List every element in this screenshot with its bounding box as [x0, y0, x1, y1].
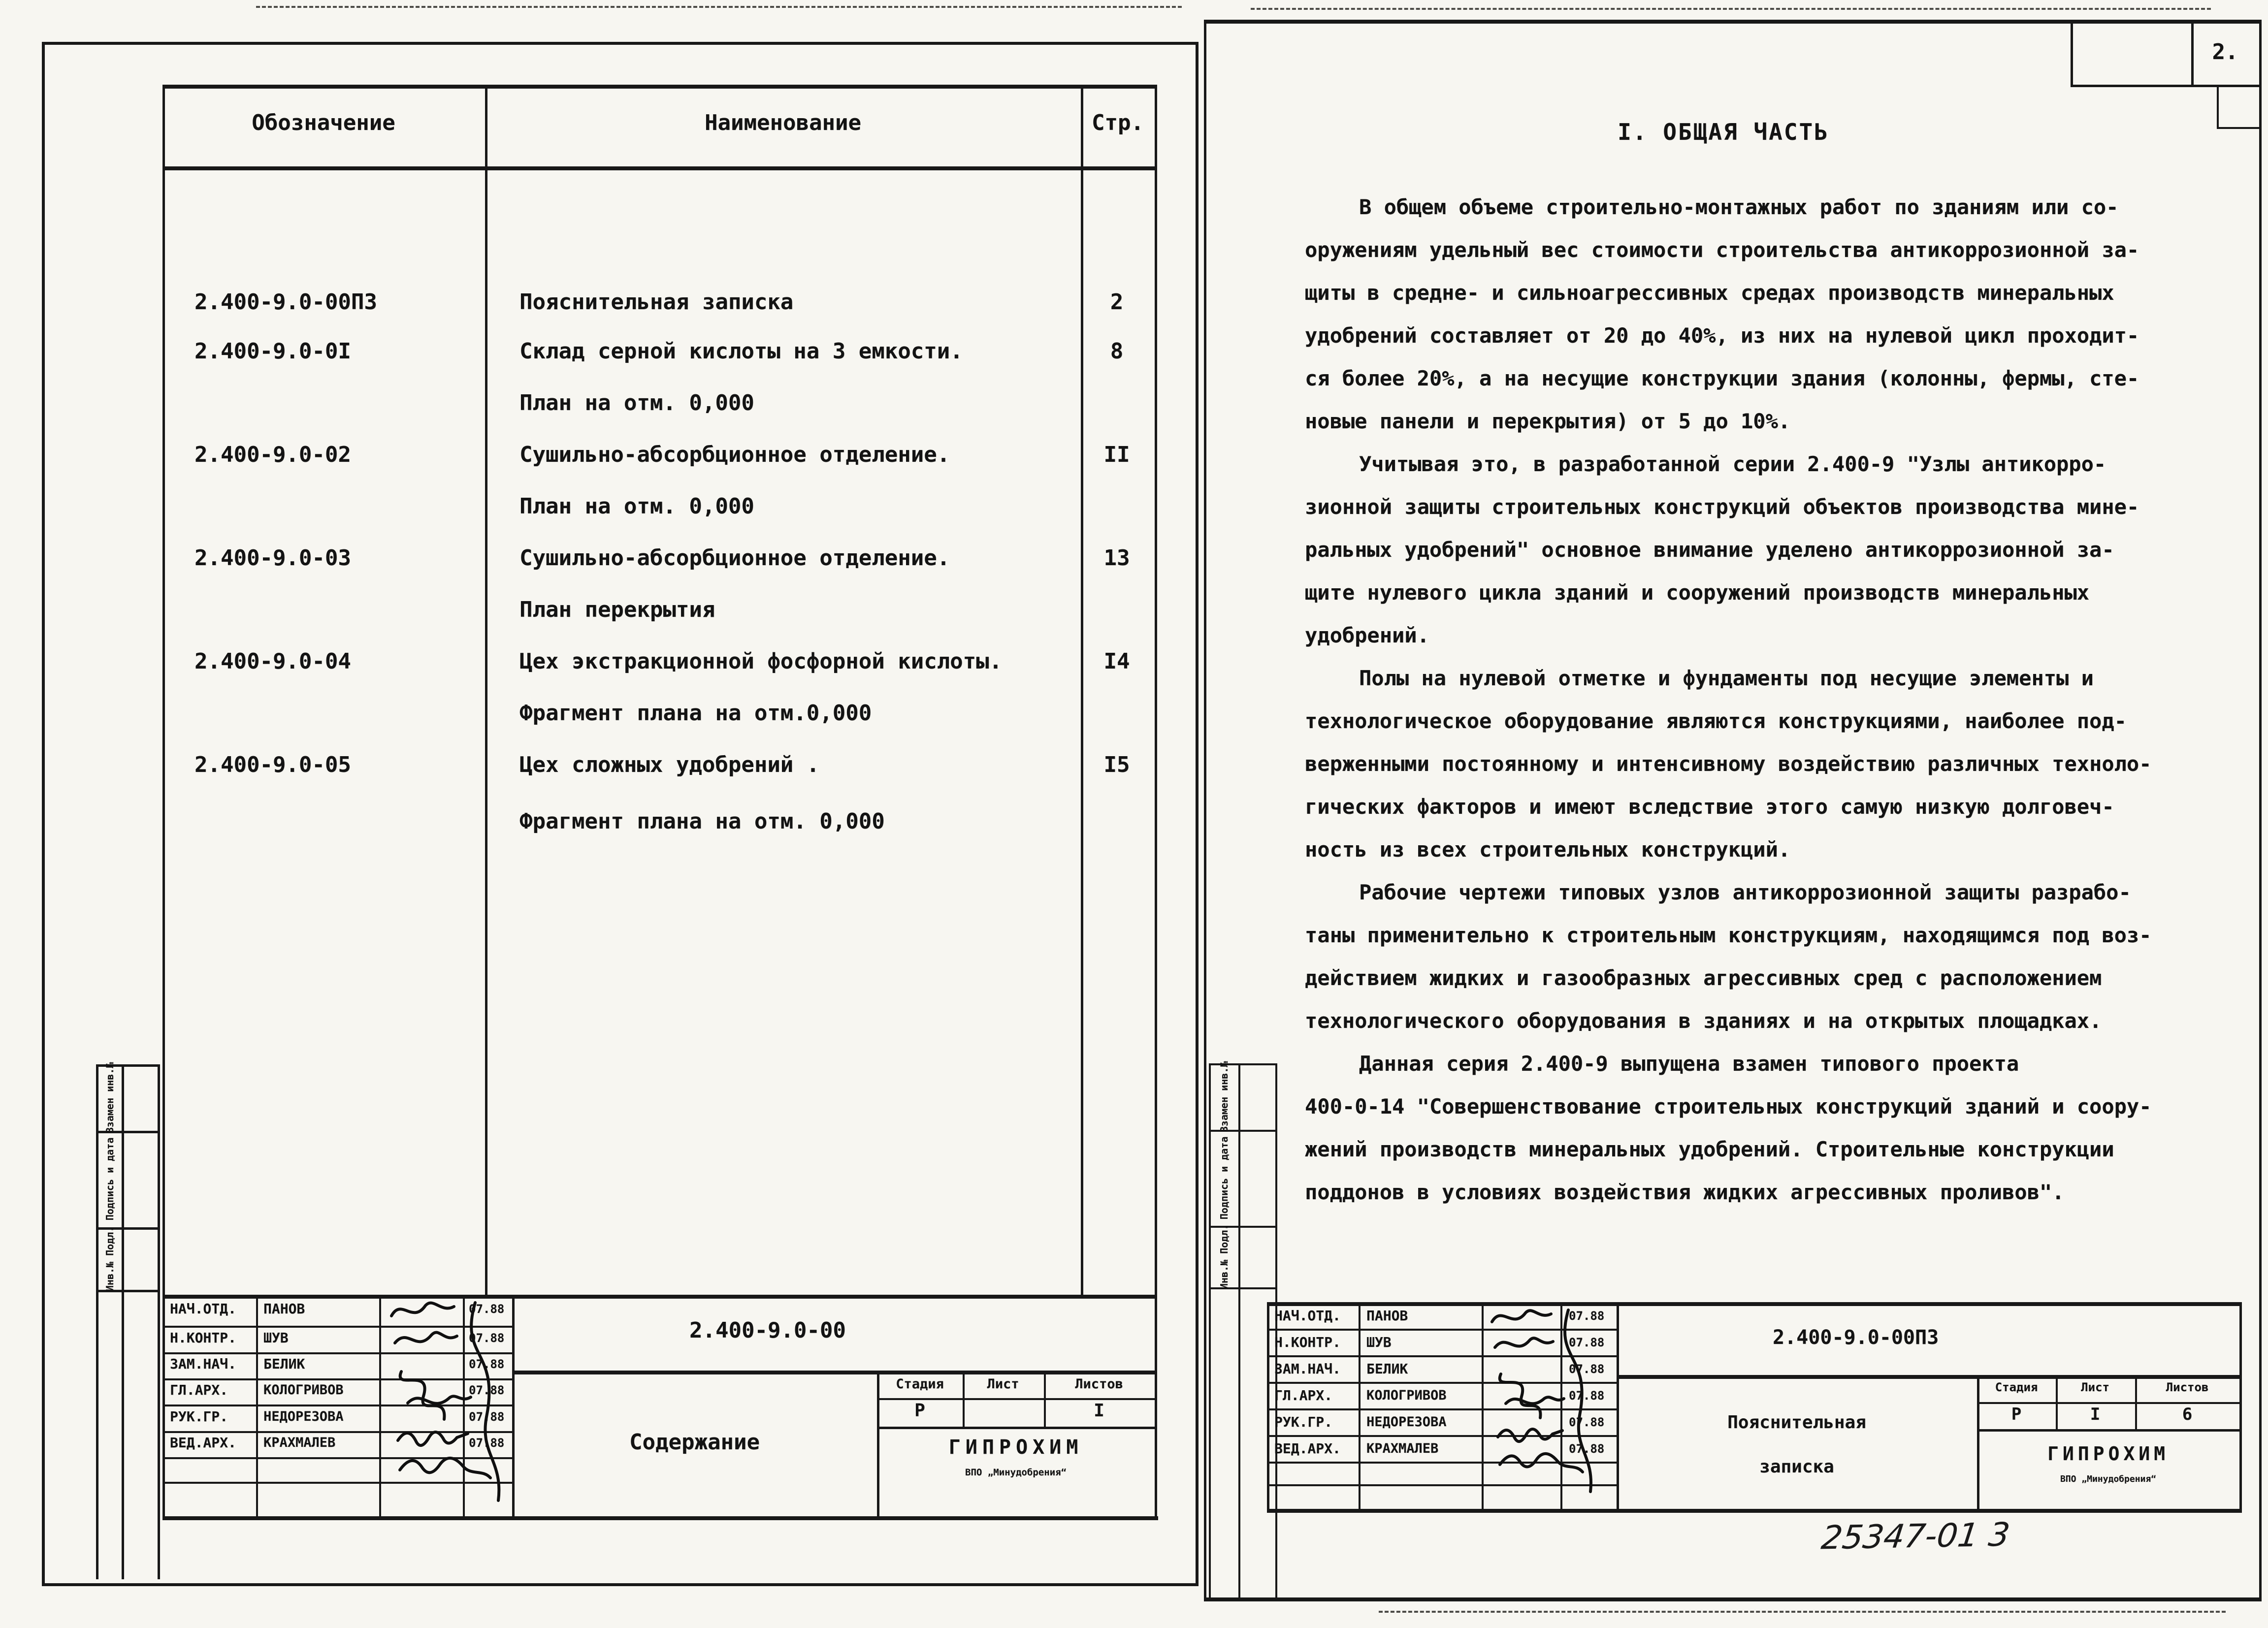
body-line: технологическое оборудование являются конструкциями, наиболее под- — [1305, 709, 2127, 733]
toc-col-header-page: Стр. — [1092, 110, 1144, 135]
body-line: действием жидких и газообразных агрессивных сред с расположением — [1305, 966, 2102, 990]
stamp-role: НАЧ.ОТД. — [1274, 1308, 1341, 1324]
stamp-date: 07.88 — [1569, 1309, 1605, 1323]
scan-artifact-bottom-right — [1379, 1611, 2226, 1613]
stamp-stage-label: Стадия — [896, 1376, 944, 1392]
stamp-name: ШУВ — [263, 1330, 289, 1346]
stamp-date: 07.88 — [1569, 1336, 1605, 1349]
stamp-date: 07.88 — [469, 1410, 505, 1424]
scan-artifact-top-left — [256, 6, 1182, 8]
body-line: щиты в средне- и сильноагрессивных средах производств минеральных — [1305, 281, 2114, 305]
body-line: Учитывая это, в разработанной серии 2.400-9 "Узлы антикорро- — [1359, 452, 2106, 476]
body-line: удобрений. — [1305, 623, 1429, 647]
stamp-role: НАЧ.ОТД. — [170, 1301, 236, 1317]
page-number-strip-line — [2071, 85, 2259, 87]
table-row-name: Сушильно-абсорбционное отделение. — [519, 442, 950, 467]
stamp-date: 07.88 — [469, 1357, 505, 1371]
stamp-date: 07.88 — [1569, 1415, 1605, 1429]
page-number-strip-line — [2217, 85, 2219, 127]
toc-table-header-line — [162, 166, 1157, 170]
table-row-page: 2 — [1110, 289, 1124, 315]
toc-sidebar-line — [122, 1064, 124, 1579]
table-row-page: I4 — [1103, 649, 1130, 674]
stamp-date: 07.88 — [1569, 1442, 1605, 1456]
stamp-role: Н.КОНТР. — [1274, 1334, 1341, 1350]
stamp-doc-title-line1: Пояснительная — [1727, 1412, 1866, 1433]
table-row-name: Сушильно-абсорбционное отделение. — [519, 545, 950, 571]
body-line: гических факторов и имеют вследствие этого самую низкую долговеч- — [1305, 795, 2114, 819]
stamp-doc-title-line2: записка — [1759, 1457, 1834, 1477]
page-number-strip-line — [2191, 20, 2194, 85]
stamp-name: БЕЛИК — [1366, 1361, 1408, 1377]
stamp-date: 07.88 — [469, 1331, 505, 1345]
note-stamp-border — [2239, 1302, 2242, 1511]
stamp-date: 07.88 — [1569, 1389, 1605, 1403]
stamp-org-subtitle: ВПО „Минудобрения“ — [965, 1467, 1067, 1478]
note-sidebar-line — [1238, 1063, 1240, 1597]
toc-col-header-name: Наименование — [705, 110, 861, 135]
body-line: таны применительно к строительным конструкциям, находящимся под воз- — [1305, 923, 2152, 947]
stamp-name: НЕДОРЕЗОВА — [1366, 1414, 1447, 1430]
stamp-stage-value: Р — [2011, 1405, 2022, 1424]
body-line: удобрений составляет от 20 до 40%, из них на нулевой цикл проходит- — [1305, 323, 2139, 348]
body-line: ность из всех строительных конструкций. — [1305, 837, 1791, 862]
table-row-name: План на отм. 0,000 — [519, 390, 754, 415]
stamp-role: ВЕД.АРХ. — [1274, 1440, 1341, 1457]
note-stamp-line — [1977, 1375, 1979, 1509]
toc-col-header-designation: Обозначение — [252, 110, 395, 135]
sidebar-label-podpis-data: Подпись и дата — [104, 1137, 116, 1221]
stamp-role: РУК.ГР. — [1274, 1414, 1333, 1430]
table-row-page: 8 — [1110, 339, 1124, 364]
toc-stamp-line — [877, 1398, 1155, 1400]
stamp-name: ПАНОВ — [263, 1301, 305, 1317]
note-page-frame — [1204, 1597, 2262, 1601]
stamp-stage-value: Р — [914, 1401, 925, 1421]
page-number-strip-line — [2217, 127, 2259, 129]
table-row-designation: 2.400-9.0-03 — [194, 545, 351, 571]
stamp-date: 07.88 — [469, 1436, 505, 1450]
stamp-doc-number: 2.400-9.0-00ПЗ — [1773, 1326, 1939, 1349]
body-line: технологического оборудования в зданиях и на открытых площадках. — [1305, 1009, 2102, 1033]
stamp-org-name: ГИПРОХИМ — [2047, 1443, 2170, 1465]
toc-stamp-border — [162, 1295, 165, 1519]
stamp-org-subtitle: ВПО „Минудобрения“ — [2060, 1474, 2157, 1484]
page-number-strip-line — [2071, 20, 2073, 85]
table-row-name: Пояснительная записка — [519, 289, 794, 315]
body-line: Полы на нулевой отметке и фундаменты под несущие элементы и — [1359, 666, 2094, 690]
stamp-sheet-label: Лист — [987, 1376, 1019, 1392]
stamp-stage-label: Стадия — [1995, 1380, 2038, 1394]
note-sidebar-line — [1209, 1063, 1211, 1597]
page-number: 2. — [2212, 39, 2238, 64]
body-line: 400-0-14 "Совершенствование строительных конструкций зданий и соору- — [1305, 1094, 2152, 1118]
body-line: Данная серия 2.400-9 выпущена взамен типового проекта — [1359, 1052, 2019, 1076]
table-row-designation: 2.400-9.0-04 — [194, 649, 351, 674]
signature-scribbles — [374, 1294, 689, 1520]
toc-table-border — [162, 85, 165, 1295]
note-page-frame — [1204, 20, 1206, 1597]
sidebar-label-zamen-inv: Взамен инв.№ — [104, 1062, 116, 1134]
stamp-name: БЕЛИК — [263, 1356, 305, 1372]
section-title: I. ОБЩАЯ ЧАСТЬ — [1618, 119, 1829, 145]
signature-scribbles — [1477, 1302, 1733, 1514]
body-line: поддонов в условиях воздействия жидких агрессивных проливов". — [1305, 1180, 2065, 1204]
toc-sidebar-line — [158, 1064, 160, 1579]
stamp-role: ЗАМ.НАЧ. — [1274, 1361, 1341, 1377]
sidebar-label-zamen-inv: Взамен инв.№ — [1218, 1061, 1230, 1133]
body-line: ральных удобрений" основное внимание уделено антикоррозионной за- — [1305, 538, 2114, 562]
stamp-role: ЗАМ.НАЧ. — [170, 1356, 236, 1372]
note-stamp-line — [1977, 1429, 2239, 1432]
table-row-designation: 2.400-9.0-0I — [194, 339, 351, 364]
stamp-role: ГЛ.АРХ. — [170, 1382, 228, 1398]
toc-stamp-line — [256, 1295, 258, 1516]
note-stamp-line — [1359, 1302, 1361, 1509]
table-row-page: I5 — [1103, 752, 1130, 777]
stamp-name: ПАНОВ — [1366, 1308, 1408, 1324]
stamp-sheets-label: Листов — [2166, 1380, 2209, 1394]
body-line: ся более 20%, а на несущие конструкции здания (колонны, фермы, сте- — [1305, 366, 2139, 390]
stamp-name: ШУВ — [1366, 1334, 1392, 1350]
sidebar-label-inv-podl: Инв.№ Подл. — [1218, 1224, 1230, 1290]
stamp-sheets-value: I — [1094, 1401, 1104, 1421]
toc-stamp-border — [1155, 1295, 1157, 1519]
table-row-name: Цех экстракционной фосфорной кислоты. — [519, 649, 1003, 674]
toc-table-border — [1155, 85, 1157, 1295]
stamp-sheet-label: Лист — [2081, 1380, 2109, 1394]
body-line: щите нулевого цикла зданий и сооружений производств минеральных — [1305, 580, 2090, 605]
toc-table-top-border — [162, 85, 1157, 89]
body-line: жений производств минеральных удобрений. Строительные конструкции — [1305, 1137, 2114, 1161]
stamp-name: КОЛОГРИВОВ — [1366, 1388, 1447, 1403]
stamp-role: ГЛ.АРХ. — [1274, 1387, 1333, 1404]
note-page-frame — [1204, 20, 2259, 24]
stamp-date: 07.88 — [469, 1383, 505, 1397]
note-stamp-border — [1267, 1509, 2242, 1513]
note-page-frame — [2259, 20, 2262, 1597]
table-row-name: План на отм. 0,000 — [519, 494, 754, 519]
table-row-designation: 2.400-9.0-00ПЗ — [194, 289, 377, 315]
body-line: новые панели и перекрытия) от 5 до 10%. — [1305, 409, 1791, 433]
note-stamp-border — [1267, 1302, 2239, 1306]
toc-sidebar-line — [96, 1064, 98, 1579]
stamp-role: РУК.ГР. — [170, 1408, 228, 1425]
table-row-name: Фрагмент плана на отм.0,000 — [519, 701, 872, 726]
stamp-name: КРАХМАЛЕВ — [1366, 1441, 1439, 1456]
body-line: Рабочие чертежи типовых узлов антикоррозионной защиты разрабо- — [1359, 880, 2131, 904]
stamp-org-name: ГИПРОХИМ — [948, 1436, 1083, 1459]
body-line: В общем объеме строительно-монтажных работ по зданиям или со- — [1359, 195, 2119, 219]
table-row-page: II — [1103, 442, 1130, 467]
table-row-designation: 2.400-9.0-05 — [194, 752, 351, 777]
stamp-doc-number: 2.400-9.0-00 — [689, 1318, 846, 1343]
stamp-name: НЕДОРЕЗОВА — [263, 1409, 344, 1424]
stamp-doc-title: Содержание — [629, 1430, 760, 1455]
toc-stamp-line — [877, 1427, 1155, 1429]
stamp-role: ВЕД.АРХ. — [170, 1435, 236, 1451]
body-line: оружениям удельный вес стоимости строительства антикоррозионной за- — [1305, 238, 2139, 262]
note-stamp-border — [1267, 1302, 1269, 1511]
stamp-sheet-value: I — [2090, 1405, 2101, 1424]
body-line: верженными постоянному и интенсивному воздействию различных техноло- — [1305, 752, 2152, 776]
handwritten-inventory-number: 25347-01 3 — [1819, 1515, 2012, 1557]
body-line: зионной защиты строительных конструкций объектов производства мине- — [1305, 495, 2139, 519]
stamp-sheets-label: Листов — [1075, 1376, 1123, 1392]
sidebar-label-inv-podl: Инв.№ Подл. — [104, 1226, 116, 1292]
table-row-name: Склад серной кислоты на 3 емкости. — [519, 339, 963, 364]
sidebar-label-podpis-data: Подпись и дата — [1218, 1136, 1230, 1220]
stamp-date: 07.88 — [469, 1302, 505, 1316]
table-row-designation: 2.400-9.0-02 — [194, 442, 351, 467]
table-row-name: Цех сложных удобрений . — [519, 752, 820, 777]
table-row-name: Фрагмент плана на отм. 0,000 — [519, 809, 885, 834]
note-stamp-line — [1977, 1402, 2239, 1404]
toc-table-divider — [485, 85, 487, 1295]
stamp-name: КОЛОГРИВОВ — [263, 1382, 344, 1398]
stamp-role: Н.КОНТР. — [170, 1330, 236, 1346]
stamp-date: 07.88 — [1569, 1362, 1605, 1376]
scan-artifact-top-right — [1251, 8, 2211, 10]
table-row-page: 13 — [1103, 545, 1130, 571]
stamp-sheets-value: 6 — [2182, 1405, 2193, 1424]
stamp-name: КРАХМАЛЕВ — [263, 1435, 336, 1450]
toc-table-divider — [1081, 85, 1083, 1295]
table-row-name: План перекрытия — [519, 597, 715, 622]
